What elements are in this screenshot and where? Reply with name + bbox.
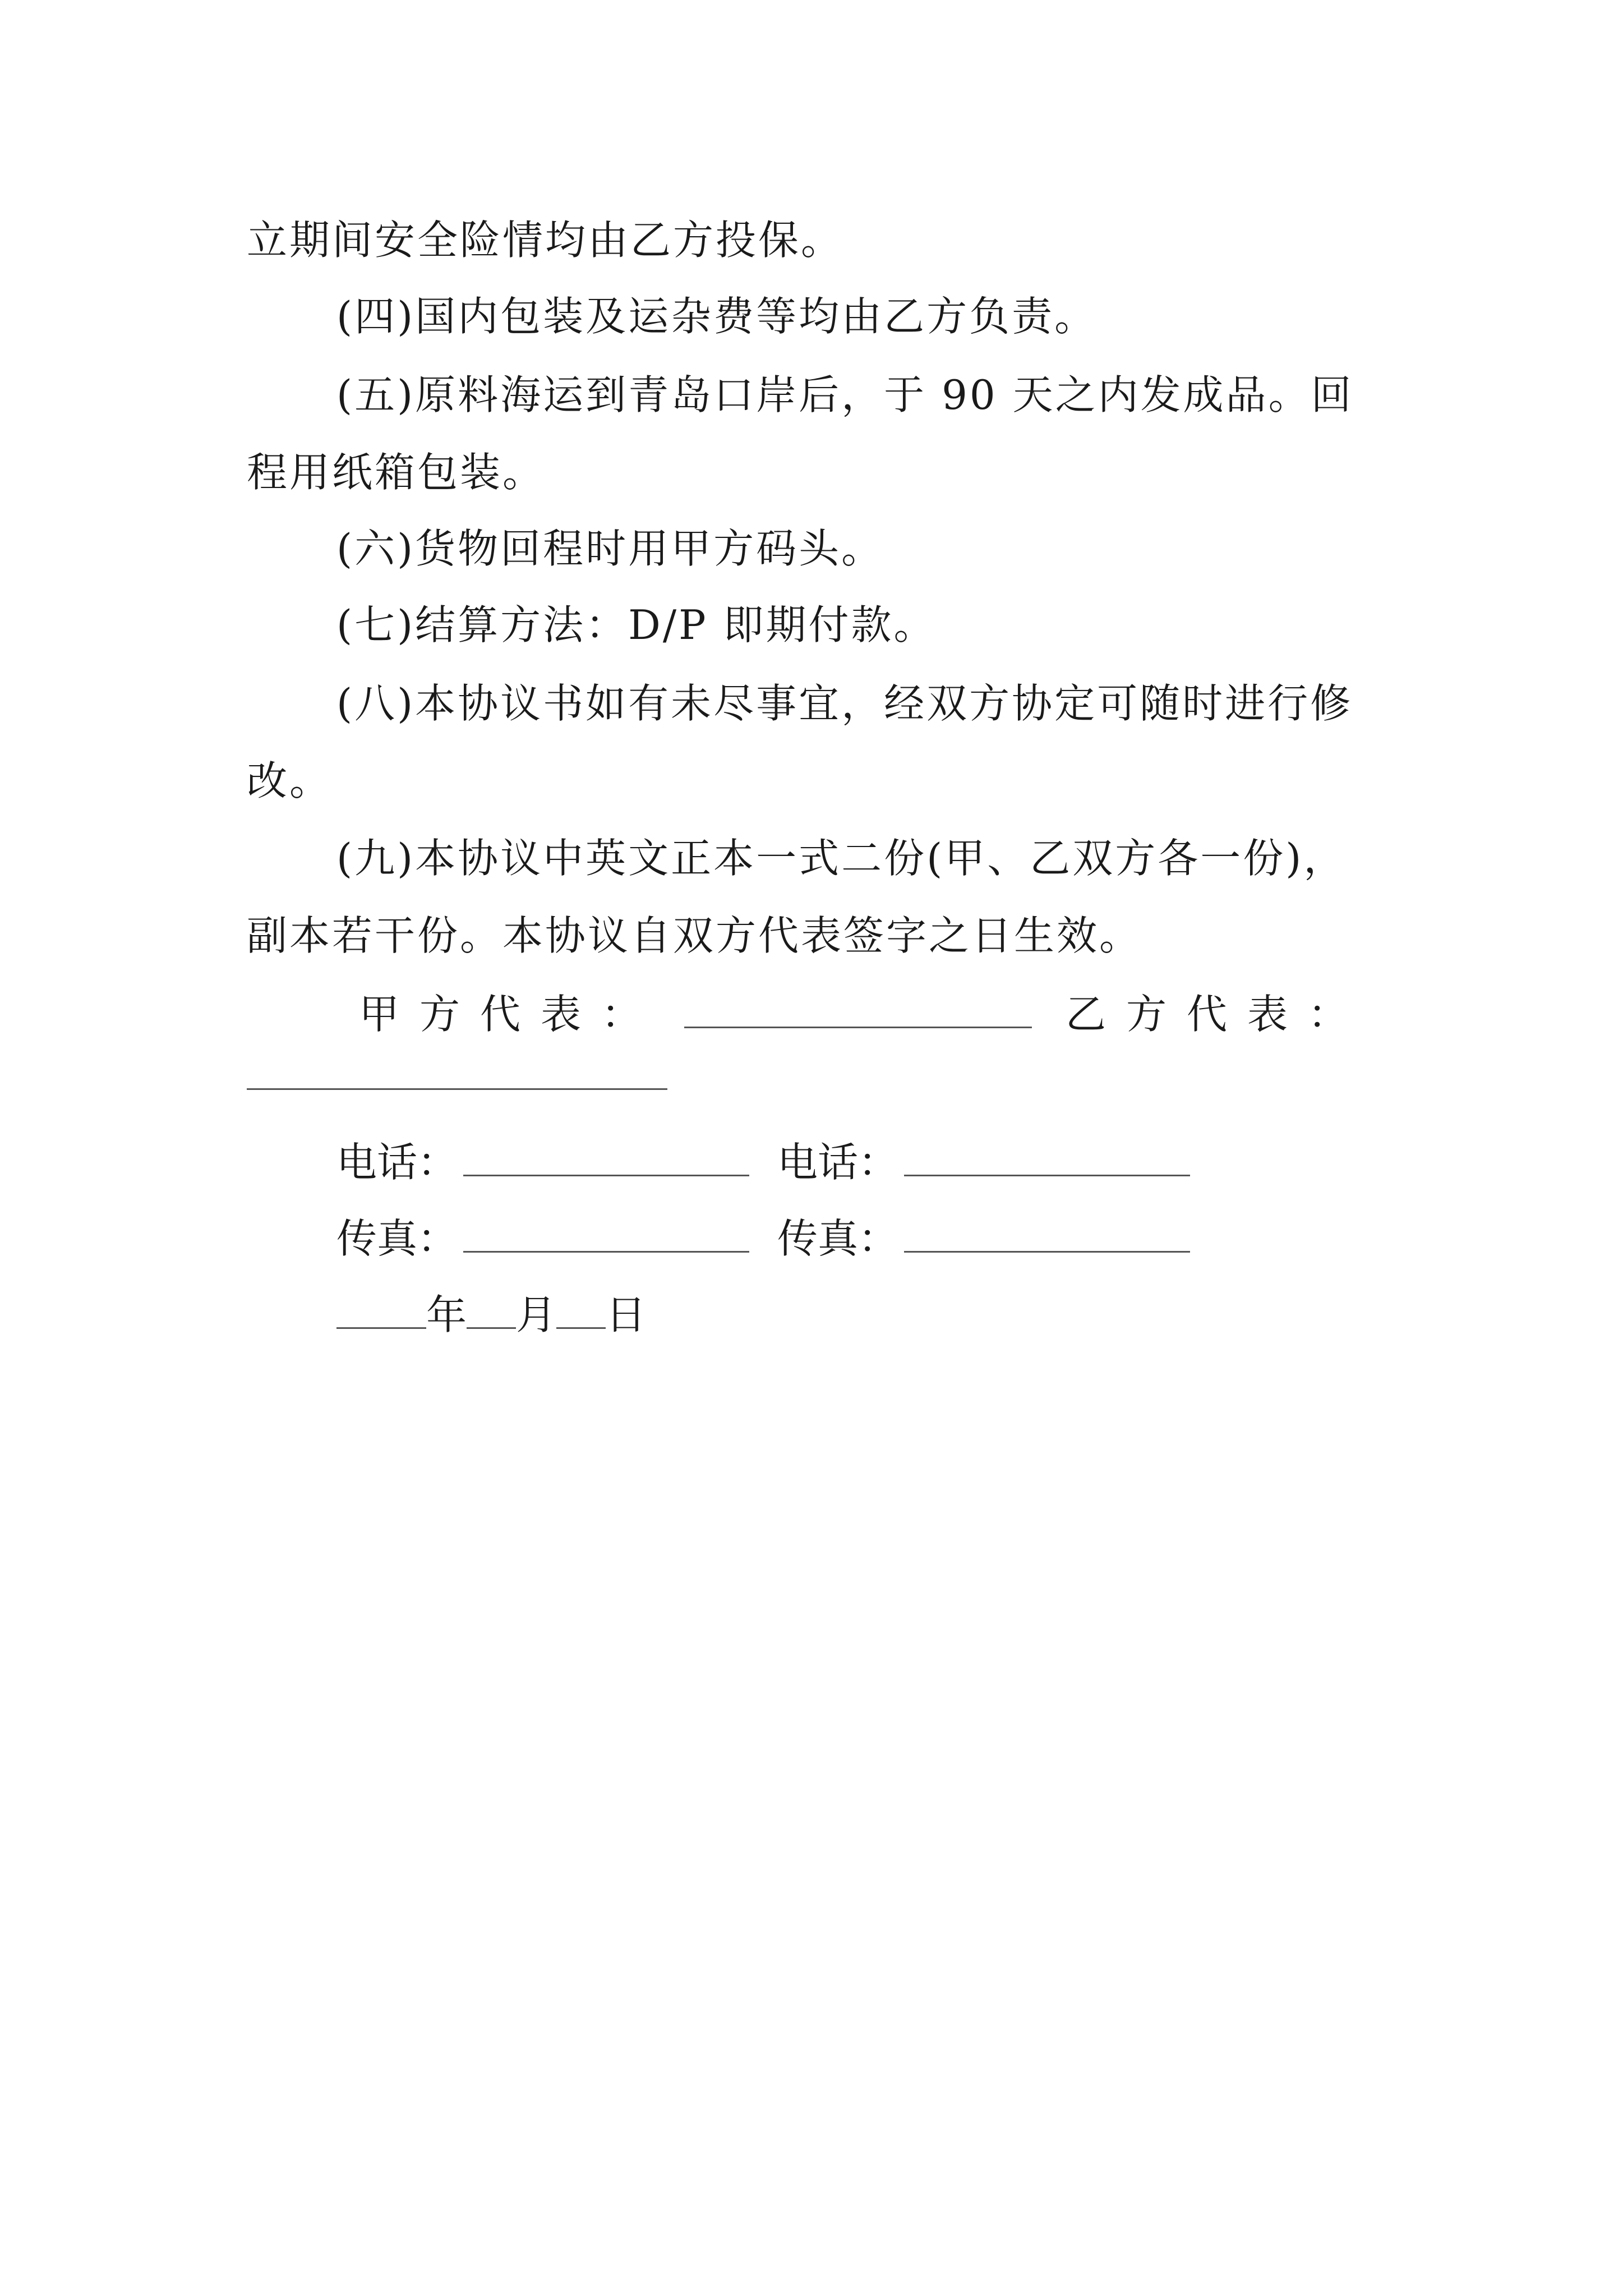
phone-row [336, 1135, 1218, 1189]
party-a-signature-field[interactable] [684, 993, 1032, 1028]
day-label: 日 [606, 1291, 647, 1338]
party-a-fax-label: 传真： [336, 1215, 458, 1262]
clause-5-line-1: (五)原料海运到青岛口岸后，于 90 天之内发成品。回 [336, 371, 1354, 418]
party-b-fax-label: 传真： [777, 1215, 899, 1262]
party-a-phone-label: 电话： [336, 1139, 458, 1186]
day-field[interactable] [556, 1294, 606, 1329]
month-label: 月 [516, 1291, 557, 1338]
representative-row [359, 987, 1368, 1041]
clause-4: (四)国内包装及运杂费等均由乙方负责。 [336, 293, 1098, 340]
clause-5-line-2: 程用纸箱包装。 [247, 449, 546, 496]
party-b-representative-label: 乙方代表： [1065, 991, 1368, 1038]
clause-8-line-2: 改。 [247, 757, 333, 804]
party-b-fax-field[interactable] [904, 1217, 1190, 1253]
party-b-phone-field[interactable] [904, 1141, 1190, 1176]
year-label: 年 [426, 1291, 467, 1338]
clause-9-line-2: 副本若干份。本协议自双方代表签字之日生效。 [247, 912, 1142, 959]
month-field[interactable] [467, 1294, 516, 1329]
clause-8-line-1: (八)本协议书如有未尽事宜，经双方协定可随时进行修 [336, 680, 1353, 727]
year-field[interactable] [336, 1294, 426, 1329]
paragraph-3-continuation: 立期间安全险情均由乙方投保。 [247, 217, 844, 264]
clause-6: (六)货物回程时用甲方码头。 [336, 525, 884, 572]
clause-9-line-1: (九)本协议中英文正本一式二份(甲、乙双方各一份)， [336, 835, 1347, 882]
party-a-fax-field[interactable] [463, 1217, 749, 1253]
party-a-phone-field[interactable] [463, 1141, 749, 1176]
party-a-representative-label: 甲方代表： [359, 991, 662, 1038]
party-b-signature-field[interactable] [247, 1055, 667, 1090]
party-b-phone-label: 电话： [777, 1139, 899, 1186]
clause-7: (七)结算方法：D/P 即期付款。 [336, 601, 937, 648]
date-row [336, 1288, 646, 1342]
fax-row [336, 1212, 1218, 1266]
